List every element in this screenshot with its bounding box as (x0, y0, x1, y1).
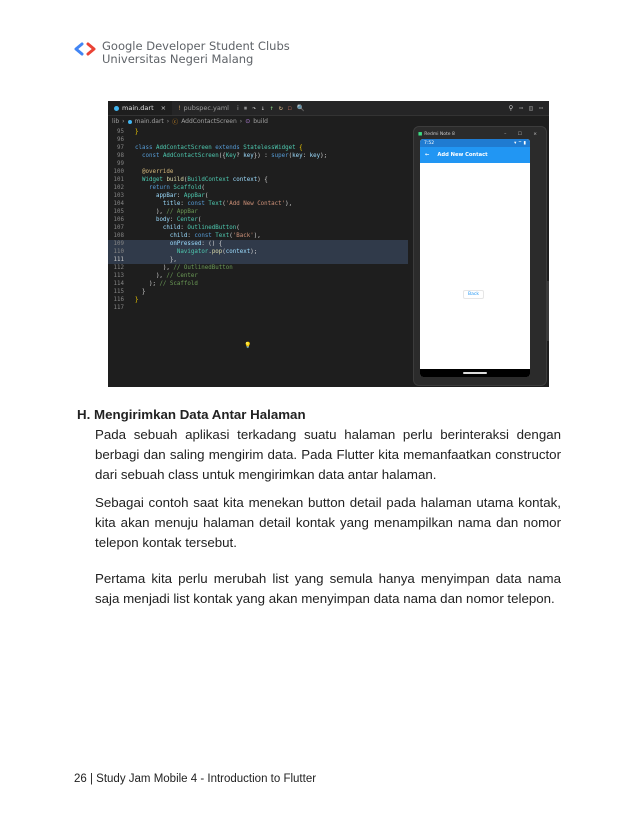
code-line[interactable] (108, 224, 408, 232)
debug-toolbar (237, 104, 305, 113)
line-number: 99 (117, 161, 124, 167)
breadcrumb-item[interactable]: build (253, 118, 268, 125)
ide-screenshot (108, 101, 549, 387)
dart-file-icon (114, 106, 119, 111)
code-text: }, (135, 257, 177, 263)
code-text: return Scaffold( (148, 185, 205, 191)
line-number: 101 (113, 177, 124, 183)
class-icon: ⓒ (172, 119, 179, 126)
code-line[interactable] (108, 184, 408, 192)
code-line[interactable] (108, 176, 408, 184)
page-footer: 26 | Study Jam Mobile 4 - Introduction to Flutter (74, 773, 317, 785)
line-number: 103 (113, 193, 124, 199)
page-header (74, 40, 290, 66)
line-number: 109 (113, 241, 124, 247)
line-number: 117 (113, 305, 124, 311)
close-icon[interactable]: × (160, 104, 167, 112)
code-text: Navigator.pop(context); (176, 249, 258, 255)
code-line[interactable] (108, 304, 408, 312)
line-number: 100 (113, 169, 124, 175)
code-line[interactable] (108, 248, 408, 256)
line-number: 112 (113, 265, 124, 271)
emulator-icon: ■ (418, 131, 423, 137)
chevron-right-icon: › (166, 118, 170, 125)
section-title: H. Mengirimkan Data Antar Halaman (77, 407, 306, 422)
pause-icon[interactable]: ⏸ (243, 103, 248, 112)
app-bar-title: Add New Contact (437, 152, 488, 158)
paragraph-2: Sebagai contoh saat kita menekan button detail pada halaman utama kontak, kita akan menuju halaman detail kontak yang menampilkan nama dan nomor telepon kontak tersebut. (95, 495, 561, 550)
code-line[interactable] (108, 208, 408, 216)
code-line[interactable] (108, 264, 408, 272)
status-time: 7:52 (424, 140, 435, 146)
code-line[interactable] (108, 136, 408, 144)
overflow-icon[interactable]: ⋯ (539, 104, 543, 112)
editor-tab-bar (108, 101, 549, 116)
code-line[interactable] (108, 232, 408, 240)
line-number: 111 (113, 257, 124, 263)
code-text: Widget build(BuildContext context) { (141, 177, 268, 183)
line-number: 95 (117, 129, 124, 135)
paragraph-3: Pertama kita perlu merubah list yang semula hanya menyimpan data nama saja menjadi list kontak yang akan menyimpan data nama dan nomor telepon. (95, 571, 561, 606)
code-line[interactable] (108, 192, 408, 200)
code-text: onPressed: () { (169, 241, 223, 247)
code-text: @override (141, 169, 174, 175)
line-number: 116 (113, 297, 124, 303)
app-bar (420, 147, 530, 163)
code-text: title: const Text('Add New Contact'), (162, 201, 293, 207)
org-line-2: Universitas Negeri Malang (102, 52, 254, 66)
line-number: 105 (113, 209, 124, 215)
line-number: 104 (113, 201, 124, 207)
tab-main-dart[interactable] (108, 101, 172, 115)
code-text: class AddContactScreen extends StatelessWidget { (135, 145, 303, 151)
method-icon: ⊙ (245, 118, 251, 125)
code-text: } (135, 289, 146, 295)
code-line[interactable] (108, 144, 408, 152)
code-line[interactable] (108, 152, 408, 160)
status-icons: ▾ ⌔ ▮ (514, 141, 526, 146)
line-number: 98 (117, 153, 124, 159)
line-number: 114 (113, 281, 124, 287)
lightbulb-icon[interactable]: 💡 (244, 342, 252, 349)
drag-handle-icon[interactable]: ⁞ (237, 103, 239, 112)
chevron-right-icon: › (239, 118, 243, 125)
chevron-right-icon: › (122, 118, 125, 125)
code-text: const AddContactScreen({Key? key}) : super(key: key); (141, 153, 328, 159)
yaml-file-icon: ! (178, 104, 181, 112)
step-into-icon[interactable]: ↓ (260, 103, 265, 112)
code-line[interactable] (108, 240, 408, 248)
org-name (102, 40, 290, 66)
back-arrow-icon[interactable]: ← (425, 152, 430, 158)
code-text: appBar: AppBar( (155, 193, 209, 199)
line-number: 107 (113, 225, 124, 231)
code-text: ), // AppBar (135, 209, 198, 215)
breadcrumb-item[interactable]: main.dart (134, 118, 164, 125)
code-line[interactable] (108, 160, 408, 168)
run-icon[interactable]: ⚲ (508, 104, 514, 112)
line-number: 113 (113, 273, 124, 279)
breadcrumb-item[interactable]: AddContactScreen (181, 118, 237, 125)
gesture-nav-bar[interactable] (420, 369, 530, 377)
line-number: 110 (113, 249, 124, 255)
tab-pubspec[interactable] (172, 101, 235, 115)
line-number: 102 (113, 185, 124, 191)
code-text: body: Center( (155, 217, 202, 223)
code-line[interactable] (108, 272, 408, 280)
code-line[interactable] (108, 128, 408, 136)
code-text: ), // Center (135, 273, 198, 279)
code-text: ), // OutlinedButton (135, 265, 233, 271)
split-editor-icon[interactable]: ◫ (529, 104, 534, 112)
status-bar (420, 139, 530, 147)
editor-actions (508, 104, 543, 112)
code-line[interactable] (108, 256, 408, 264)
android-emulator-window (413, 126, 547, 386)
more-icon[interactable]: ⋯ (519, 104, 524, 112)
code-line[interactable] (108, 200, 408, 208)
line-number: 96 (117, 137, 124, 143)
step-out-icon[interactable]: ↑ (269, 103, 274, 112)
gesture-pill (463, 372, 487, 374)
breadcrumb (112, 117, 268, 126)
hot-reload-icon[interactable]: ↻ (278, 103, 283, 112)
tab-label: pubspec.yaml (183, 104, 229, 112)
paragraph-1: Pada sebuah aplikasi terkadang suatu halaman perlu berinteraksi dengan berbagi dan saling mengirim data. Pada Flutter kita memanfaatkan constructor dari sebuah class untuk mengirimkan data antar halaman. (95, 427, 561, 482)
line-number: 106 (113, 217, 124, 223)
code-text: child: const Text('Back'), (169, 233, 261, 239)
emulator-title-bar (418, 130, 542, 138)
code-text: } (135, 129, 139, 135)
code-line[interactable] (108, 216, 408, 224)
window-controls[interactable]: – ☐ × (504, 131, 542, 137)
phone-screen (420, 139, 530, 377)
tab-label: main.dart (122, 104, 154, 112)
inspect-icon[interactable]: 🔍 (296, 103, 305, 112)
breadcrumb-item[interactable]: lib (112, 118, 120, 125)
code-text: child: OutlinedButton( (162, 225, 240, 231)
code-line[interactable] (108, 168, 408, 176)
code-text: ); // Scaffold (135, 281, 198, 287)
code-line[interactable] (108, 296, 408, 304)
back-button[interactable]: Back (463, 290, 484, 299)
stop-icon[interactable]: ☐ (287, 103, 292, 112)
line-number: 108 (113, 233, 124, 239)
code-line[interactable] (108, 280, 408, 288)
step-over-icon[interactable]: ↷ (252, 103, 256, 112)
line-number: 115 (113, 289, 124, 295)
org-line-1: Google Developer Student Clubs (102, 39, 290, 53)
line-number: 97 (117, 145, 124, 151)
code-text: } (135, 297, 139, 303)
dart-file-icon (128, 120, 132, 124)
code-editor[interactable] (108, 128, 408, 312)
gdsc-logo-icon (74, 42, 96, 56)
emulator-title: Redmi Note 8 (424, 131, 455, 137)
code-line[interactable] (108, 288, 408, 296)
